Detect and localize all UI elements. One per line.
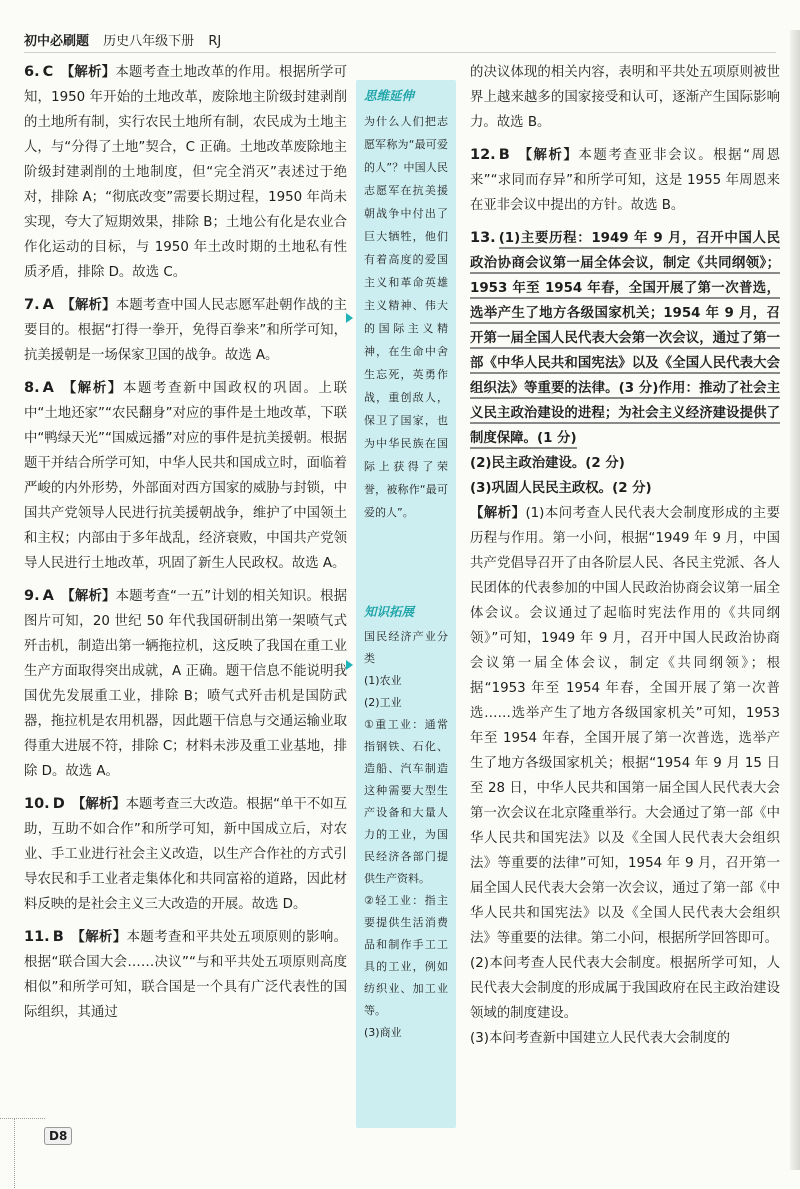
analysis-text: 本题考查“一五”计划的相关知识。根据图片可知，20 世纪 50 年代我国研制出第一架喷气式歼击机，制造出第一辆拖拉机，这反映了我国在重工业生产方面取得突出成就，A 正确。题干信息不能说明我国优先发展重工业，排除 B；喷气式歼击机是国防武器，拖拉机是农用机器，因此题干信息与交通运输业取得重大进展不符，排除 C；材料未涉及重工业基地，排除 D。故选 A。	[24, 589, 347, 779]
question-number: 6.	[24, 64, 40, 80]
question-number: 12.	[470, 147, 496, 163]
analysis-tag: 【解析】	[518, 148, 579, 163]
answer-letter: D	[52, 796, 65, 812]
right-column	[470, 60, 780, 1059]
analysis-text: 的决议体现的相关内容，表明和平共处五项原则被世界上越来越多的国家接受和认可，逐渐产生国际影响力。故选 B。	[470, 65, 780, 130]
analysis-text: 本题考查和平共处五项原则的影响。根据“联合国大会……决议”“与和平共处五项原则高度相似”和所学可知，联合国是一个具有广泛代表性的国际组织，其通过	[24, 930, 348, 1020]
book-subject: 历史八年级下册	[103, 34, 195, 49]
answer-item-11	[24, 925, 347, 1025]
analysis-text: (3)本问考查新中国建立人民代表大会制度的	[470, 1031, 730, 1046]
sidebar-section-title: 思维延伸	[364, 88, 415, 103]
analysis-tag: 【解析】	[72, 797, 126, 812]
answer-item-7	[24, 293, 347, 368]
analysis-text: 本题考查亚非会议。根据“周恩来”“求同而存异”和所学可知，这是 1955 年周恩来在亚非会议中提出的方针。故选 B。	[470, 148, 780, 213]
analysis-tag: 【解析】	[71, 930, 127, 945]
sidebar-section-heading: 国民经济产业分类	[364, 630, 448, 665]
answer-letter: B	[52, 929, 64, 945]
sidebar-list-item: (2)工业	[364, 696, 402, 709]
sidebar-list-item: (3)商业	[364, 1026, 402, 1039]
answer-item-11-continued	[470, 60, 780, 135]
book-edition: RJ	[208, 34, 222, 49]
question-number: 7.	[24, 297, 40, 313]
sidebar-list-item: ②轻工业：指主要提供生活消费品和制作手工工具的工业，例如纺织业、加工业等。	[364, 894, 448, 1017]
sidebar-section-text: 为什么人们把志愿军称为“最可爱的人”？中国人民志愿军在抗美援朝战争中付出了巨大牺牲，他们有着高度的爱国主义和革命英雄主义精神、伟大的国际主义精神，在生命中舍生忘死，英勇作战，重创敌人，保卫了国家，也为中华民族在国际上获得了荣誉，被称作“最可爱的人”。	[364, 115, 448, 519]
answer-item-13	[470, 226, 780, 1051]
answer-item-9	[24, 584, 347, 784]
answer-item-6	[24, 60, 347, 285]
sidebar-notes	[356, 80, 456, 1128]
analysis-tag: 【解析】	[62, 381, 123, 396]
answer-letter: A	[42, 380, 54, 396]
answer-letter: A	[42, 297, 54, 313]
analysis-text: 本题考查三大改造。根据“单干不如互助，互助不如合作”和所学可知，新中国成立后，对农业、手工业进行社会主义改造，以生产合作社的方式引导农民和手工业者走集体化和共同富裕的道路，因此材料反映的是社会主义三大改造的开展。故选 D。	[24, 797, 348, 912]
answer-part-1: (1)主要历程：1949 年 9 月，召开中国人民政治协商会议第一届全体会议，制定《共同纲领》；1953 年至 1954 年春，全国开展了第一次普选，选举产生了地方各级国家机关；1954 年 9 月，召开第一届全国人民代表大会第一次会议，通过了第一部《中华人民共和国宪法》以及《全国人民代表大会组织法》等重要的法律。(3 分)作用：推动了社会主义民主政治建设的进程；为社会主义经济建设提供了制度保障。(1 分)	[470, 231, 780, 449]
corner-decoration	[14, 1118, 15, 1188]
analysis-tag: 【解析】	[61, 298, 116, 313]
analysis-tag: 【解析】	[61, 589, 116, 604]
answer-part-3: (3)巩固人民民主政权。(2 分)	[470, 481, 652, 496]
sidebar-list-item: ①重工业：通常指钢铁、石化、造船、汽车制造这种需要大型生产设备和大量人力的工业，为国民经济各部门提供生产资料。	[364, 718, 448, 885]
answer-letter: B	[498, 147, 510, 163]
page-edge	[790, 30, 800, 1170]
question-number: 10.	[24, 796, 50, 812]
page-number: D8	[44, 1127, 72, 1145]
book-series: 初中必刷题	[24, 34, 90, 49]
corner-decoration	[0, 1118, 45, 1119]
answer-item-10	[24, 792, 347, 917]
answer-item-8	[24, 376, 347, 576]
analysis-text: 本题考查中国人民志愿军赴朝作战的主要目的。根据“打得一拳开，免得百拳来”和所学可知，抗美援朝是一场保家卫国的战争。故选 A。	[24, 298, 348, 363]
analysis-text: 本题考查土地改革的作用。根据所学可知，1950 年开始的土地改革，废除地主阶级封建剥削的土地所有制，实行农民土地所有制，农民成为土地主人，与“分得了土地”契合，C 正确。土地改革废除地主阶级封建剥削的土地制度，但“完全消灭”表述过于绝对，排除 A；“彻底改变”需要长期过程，1950 年尚未实现，夸大了短期效果，排除 B；土地公有化是农业合作化运动的目标，与 1950 年土改时期的土地私有性质矛盾，排除 D。故选 C。	[24, 65, 348, 280]
analysis-text: (1)本问考查人民代表大会制度形成的主要历程与作用。第一小问，根据“1949 年 9 月，中国共产党倡导召开了由各阶层人民、各民主党派、各人民团体的代表参加的中国人民政治协商会议第一届全体会议。会议通过了起临时宪法作用的《共同纲领》”可知，1949 年 9 月，召开中国人民政治协商会议第一届全体会议，制定《共同纲领》；根据“1953 年至 1954 年春，全国开展了第一次普选……选举产生了地方各级国家机关”可知，1953 年至 1954 年春，全国开展了第一次普选，选举产生了地方各级国家机关；根据“1954 年 9 月 15 日至 28 日，中华人民共和国第一届全国人民代表大会第一次会议在北京隆重举行。大会通过了第一部《中华人民共和国宪法》以及《全国人民代表大会组织法》等重要的法律”可知，1954 年 9 月，召开第一届全国人民代表大会第一次会议，通过了第一部《中华人民共和国宪法》以及《全国人民代表大会组织法》等重要的法律。第二小问，根据所学回答即可。	[470, 506, 781, 946]
analysis-tag: 【解析】	[60, 65, 116, 80]
pointer-arrow-icon	[346, 313, 353, 323]
answer-letter: A	[42, 588, 54, 604]
answer-letter: C	[42, 64, 54, 80]
sidebar-section-title: 知识拓展	[364, 604, 415, 619]
analysis-tag: 【解析】	[470, 506, 526, 521]
answer-part-2: (2)民主政治建设。(2 分)	[470, 456, 625, 471]
page-header	[24, 30, 776, 53]
analysis-text: 本题考查新中国政权的巩固。上联中“土地还家”“农民翻身”对应的事件是土地改革，下联中“鸭绿天光”“国威远播”对应的事件是抗美援朝。根据题干并结合所学可知，中华人民共和国成立时，面临着严峻的内外形势，外部面对西方国家的威胁与封锁，中国共产党领导人民进行抗美援朝战争，维护了中国领土和主权；内部由于多年战乱，经济衰败，中国共产党领导人民进行土地改革，巩固了新生人民政权。故选 A。	[24, 381, 347, 571]
question-number: 9.	[24, 588, 40, 604]
analysis-text: (2)本问考查人民代表大会制度。根据所学可知，人民代表大会制度的形成属于我国政府在民主政治建设领域的制度建设。	[470, 956, 780, 1021]
pointer-arrow-icon	[346, 660, 353, 670]
left-column	[24, 60, 347, 1033]
question-number: 13.	[470, 230, 496, 246]
question-number: 8.	[24, 380, 40, 396]
question-number: 11.	[24, 929, 50, 945]
answer-item-12	[470, 143, 780, 218]
sidebar-list-item: (1)农业	[364, 674, 402, 687]
